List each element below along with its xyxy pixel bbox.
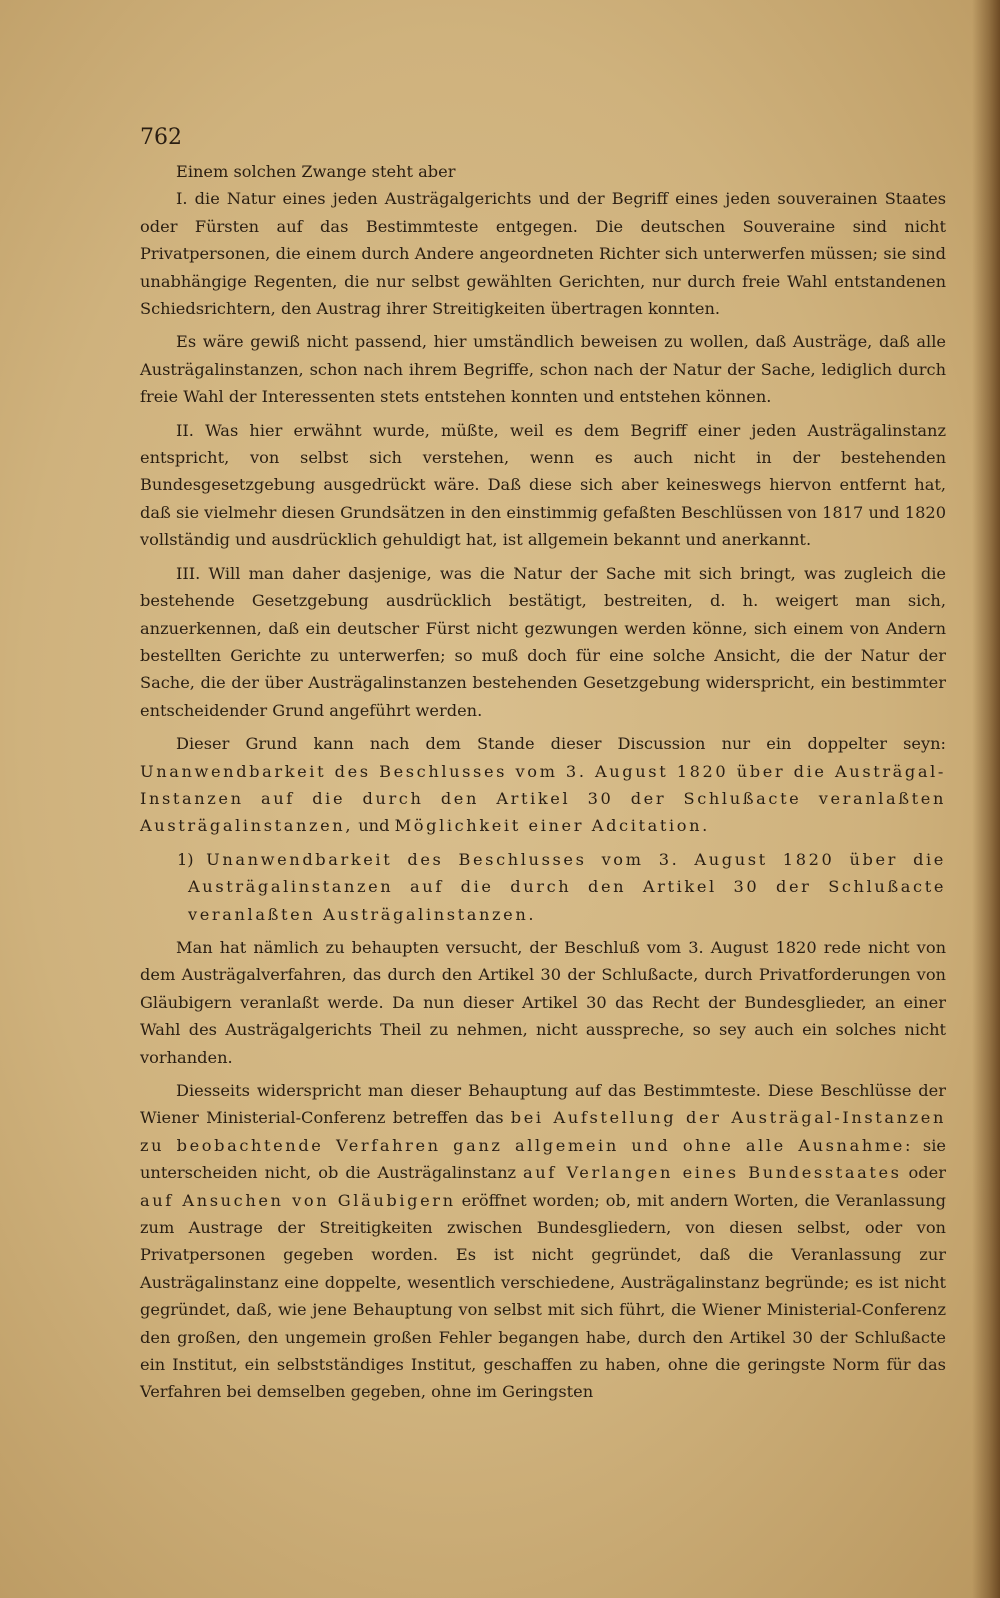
- paragraph-7-d: eröffnet worden; ob, mit andern Worten, die Veranlassung zum Austrage der Streitigkeiten zwischen Bundesgliedern, von diesen selbst, oder von Privatpersonen gegeben worden. Es ist nicht gegründet, daß die Veranlassung zur Austrägalinstanz eine doppelte, wesentlich verschiedene, Austrägalinstanz begründe; es ist nicht gegründet, daß, wie jene Behauptung von selbst mit sich führt, die Wiener Ministerial-Conferenz den großen, den ungemein großen Fehler begangen habe, durch den Artikel 30 der Schlußacte ein Institut, ein selbstständiges Institut, geschaffen zu haben, ohne die geringste Norm für das Verfahren bei demselben gegeben, ohne im Geringsten: [140, 1190, 946, 1402]
- page-text: [140, 118, 946, 1412]
- paragraph-intro: Einem solchen Zwange steht aber: [176, 162, 456, 181]
- paragraph-7-spaced-1: bei Aufstellung der Austrägal-Instanzen zu beobachtende Verfahren ganz allgemein und ohne alle Ausnahme:: [140, 1108, 946, 1155]
- paragraph-2: Es wäre gewiß nicht passend, hier umständlich beweisen zu wollen, daß Austräge, daß alle Austrägalinstanzen, schon nach ihrem Begriffe, schon nach der Natur der Sache, lediglich durch freie Wahl der Interessenten stets entstehen konnten und entstehen können.: [140, 332, 946, 407]
- paragraph-5-text: Dieser Grund kann nach dem Stande dieser Discussion nur ein doppelter seyn:: [176, 734, 946, 754]
- paragraph-7-a: Diesseits widerspricht man dieser Behauptung auf das Bestimmteste. Diese Beschlüsse der Wiener Ministerial-Conferenz betreffen das: [140, 1081, 946, 1128]
- paragraph-7: [140, 1077, 946, 1406]
- paragraph-7-spaced-2: auf Verlangen eines Bundesstaates: [523, 1163, 902, 1183]
- paragraph-5: [140, 730, 946, 840]
- paragraph-7-spaced-3: auf Ansuchen von Gläubigern: [140, 1190, 456, 1210]
- subsection-1-heading: [140, 846, 946, 928]
- paragraph-5-und: und: [358, 816, 390, 836]
- subsection-1-title: Unanwendbarkeit des Beschlusses vom 3. August 1820 über die Austrägalinstanzen auf die durch den Artikel 30 der Schlußacte veranlaßten Austrägalinstanzen.: [188, 849, 946, 924]
- page-edge-shadow: [972, 0, 1000, 1598]
- subsection-1-number: 1): [177, 849, 194, 869]
- paragraph-6: Man hat nämlich zu behaupten versucht, der Beschluß vom 3. August 1820 rede nicht von dem Austrägalverfahren, das durch den Artikel 30 der Schlußacte, durch Privatforderungen von Gläubigern veranlaßt werde. Da nun dieser Artikel 30 das Recht der Bundesglieder, an einer Wahl des Austrägalgerichts Theil zu nehmen, nicht ausspreche, so sey auch ein solches nicht vorhanden.: [140, 937, 946, 1067]
- paragraph-5-spaced-b: Möglichkeit einer Adcitation.: [394, 816, 710, 836]
- paragraph-3: II. Was hier erwähnt wurde, müßte, weil es dem Begriff einer jeden Austrägalinstanz entspricht, von selbst sich verstehen, wenn es auch nicht in der bestehenden Bundesgesetzgebung ausgedrückt wäre. Daß diese sich aber keineswegs hiervon entfernt hat, daß sie vielmehr diesen Grundsätzen in den einstimmig gefaßten Beschlüssen von 1817 und 1820 vollständig und ausdrücklich gehuldigt hat, ist allgemein bekannt und anerkannt.: [140, 420, 946, 550]
- paragraph-4: III. Will man daher dasjenige, was die Natur der Sache mit sich bringt, was zugleich die bestehende Gesetzgebung ausdrücklich bestätigt, bestreiten, d. h. weigert man sich, anzuerkennen, daß ein deutscher Fürst nicht gezwungen werden könne, sich einem von Andern bestellten Gerichte zu unterwerfen; so muß doch für eine solche Ansicht, die der Natur der Sache, die der über Austrägalinstanzen bestehenden Gesetzgebung widerspricht, ein bestimmter entscheidender Grund angeführt werden.: [140, 563, 946, 720]
- paragraph-7-c: oder: [908, 1163, 946, 1183]
- paragraph-1: I. die Natur eines jeden Austrägalgerichts und der Begriff eines jeden souverainen Staates oder Fürsten auf das Bestimmteste entgegen. Die deutschen Souveraine sind nicht Privatpersonen, die einem durch Andere angeordneten Richter sich unterwerfen müssen; sie sind unabhängige Regenten, die nur selbst gewählten Gerichten, nur durch freie Wahl entstandenen Schiedsrichtern, den Austrag ihrer Streitigkeiten übertragen konnten.: [140, 189, 946, 319]
- paragraph-5-spaced-a: Unanwendbarkeit des Beschlusses vom 3. August 1820 über die Austrägal-Instanzen auf die durch den Artikel 30 der Schlußacte veranlaßten Austrägalinstanzen,: [140, 761, 946, 836]
- paragraph-7-b: sie unterscheiden nicht, ob die Austrägalinstanz: [140, 1135, 946, 1183]
- page-number: 762: [140, 125, 182, 150]
